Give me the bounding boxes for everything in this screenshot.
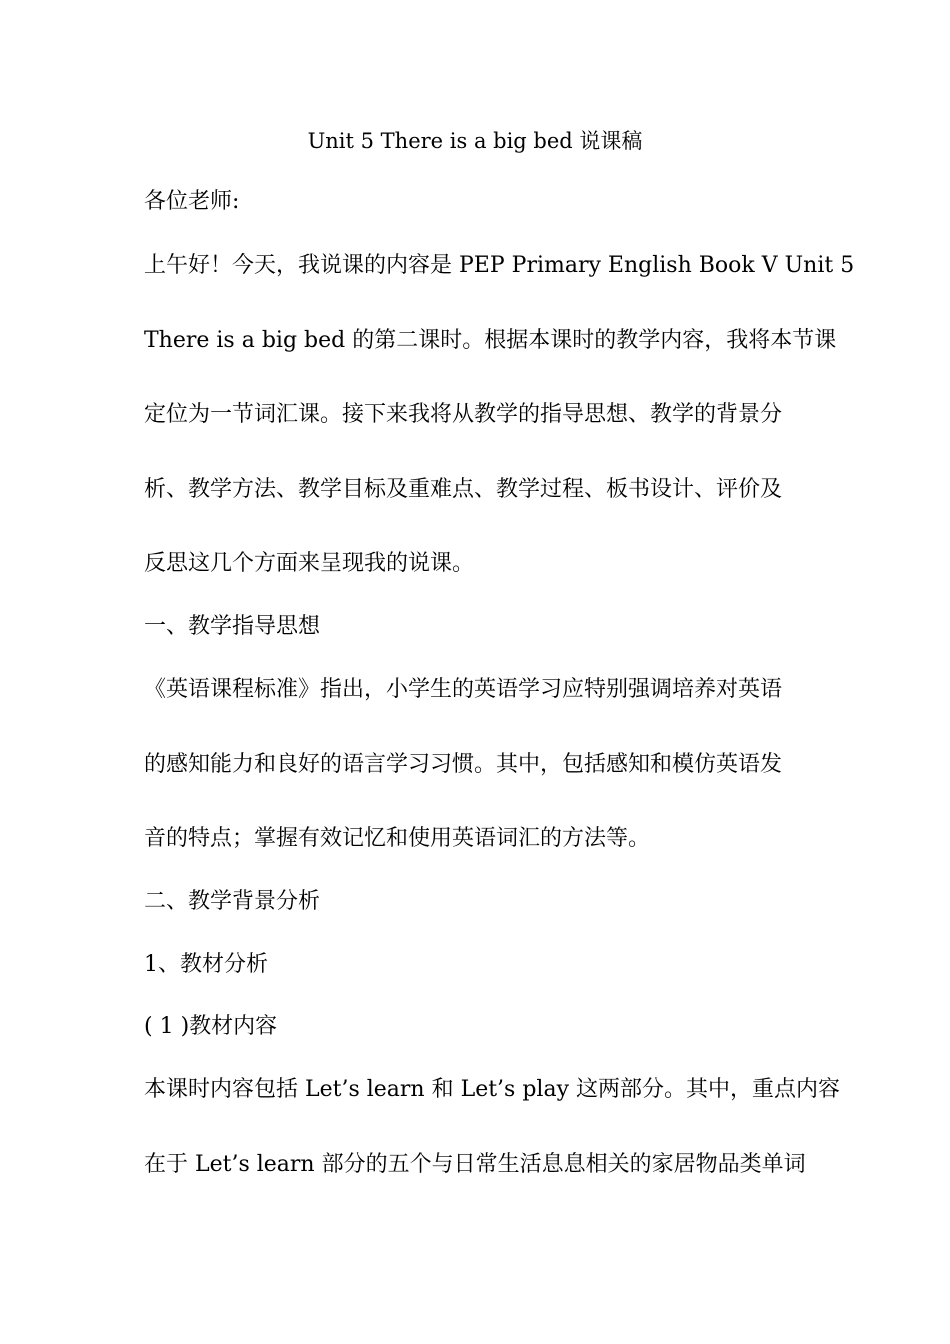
guideline-line-1: 《英语课程标准》指出，小学生的英语学习应特别强调培养对英语 <box>144 677 783 702</box>
intro-line-5: 反思这几个方面来呈现我的说课。 <box>144 551 475 576</box>
content-line-1: 本课时内容包括 Let’s learn 和 Let’s play 这两部分。其中，重点内容 <box>144 1077 840 1102</box>
subsection-heading-1: 1、教材分析 <box>144 952 268 977</box>
guideline-line-3: 音的特点；掌握有效记忆和使用英语词汇的方法等。 <box>144 826 651 851</box>
section-heading-2: 二、教学背景分析 <box>144 889 321 914</box>
subsection-heading-1-1: ( 1 )教材内容 <box>144 1014 278 1039</box>
guideline-line-2: 的感知能力和良好的语言学习习惯。其中，包括感知和模仿英语发 <box>144 752 783 777</box>
greeting-line: 各位老师: <box>144 189 240 214</box>
intro-line-3: 定位为一节词汇课。接下来我将从教学的指导思想、教学的背景分 <box>144 402 783 427</box>
intro-line-2: There is a big bed 的第二课时。根据本课时的教学内容，我将本节课 <box>144 328 837 353</box>
document-title: Unit 5 There is a big bed 说课稿 <box>307 129 643 153</box>
content-line-2: 在于 Let’s learn 部分的五个与日常生活息息相关的家居物品类单词 <box>144 1152 806 1177</box>
intro-line-4: 析、教学方法、教学目标及重难点、教学过程、板书设计、评价及 <box>144 477 783 502</box>
intro-line-1: 上午好！今天，我说课的内容是 PEP Primary English Book V Unit 5 <box>144 253 855 278</box>
section-heading-1: 一、教学指导思想 <box>144 614 321 639</box>
